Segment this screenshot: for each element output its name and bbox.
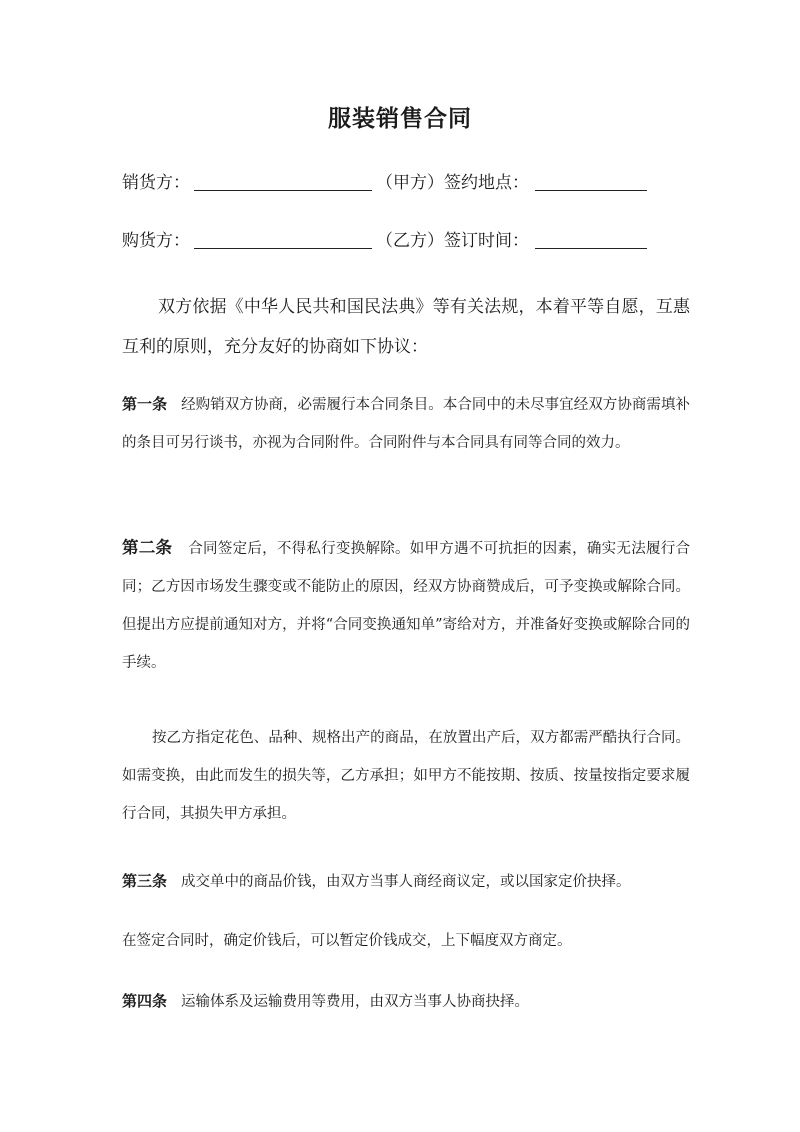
clause-2-continuation-text: 按乙方指定花色、品种、规格出产的商品，在放置出产后，双方都需严酷执行合同。如需变换，由此而发生的损失等，乙方承担；如甲方不能按期、按质、按量按指定要求履行合同，其损失甲方承担。 — [122, 730, 690, 822]
buyer-line — [122, 229, 722, 253]
clause-1-label: 第一条 — [122, 395, 168, 413]
clause-2-label: 第二条 — [122, 538, 173, 557]
buyer-role-label: （乙方）签订时间： — [376, 231, 529, 251]
seller-label: 销货方： — [122, 173, 190, 193]
clause-1 — [122, 385, 690, 462]
document-title: 服装销售合同 — [328, 105, 472, 132]
clause-2-text: 合同签定后，不得私行变换解除。如甲方遇不可抗拒的因素，确实无法履行合同；乙方因市场发生骤变或不能防止的原因，经双方协商赞成后，可予变换或解除合同。但提出方应提前通知对方，并将“合同变换通知单”寄给对方，并准备好变换或解除合同的手续。 — [122, 541, 691, 671]
clause-3-text: 成交单中的商品价钱，由双方当事人商经商议定，或以国家定价抉择。 — [181, 874, 631, 890]
signing-place-blank[interactable] — [535, 172, 647, 191]
buyer-label: 购货方： — [122, 231, 190, 251]
clause-3-continuation — [122, 922, 690, 960]
clause-3-label: 第三条 — [122, 872, 168, 890]
signing-date-blank[interactable] — [535, 230, 647, 249]
clause-4-label: 第四条 — [122, 992, 168, 1010]
seller-name-blank[interactable] — [194, 172, 372, 191]
buyer-name-blank[interactable] — [194, 230, 372, 249]
seller-role-label: （甲方）签约地点： — [376, 173, 529, 193]
seller-line — [122, 171, 722, 195]
intro-paragraph: 双方依据《中华人民共和国民法典》等有关法规，本着平等自愿，互惠互利的原则，充分友好的协商如下协议： — [122, 297, 690, 357]
clause-2 — [122, 529, 690, 682]
clause-2-continuation — [122, 719, 690, 833]
clause-3 — [122, 862, 690, 901]
clause-1-text: 经购销双方协商，必需履行本合同条目。本合同中的未尽事宜经双方协商需填补的条目可另行谈书，亦视为合同附件。合同附件与本合同具有同等合同的效力。 — [122, 397, 690, 451]
clause-4 — [122, 982, 690, 1021]
clause-4-text: 运输体系及运输费用等费用，由双方当事人协商抉择。 — [181, 994, 530, 1010]
clause-3-continuation-text: 在签定合同时，确定价钱后，可以暂定价钱成交，上下幅度双方商定。 — [122, 933, 572, 949]
